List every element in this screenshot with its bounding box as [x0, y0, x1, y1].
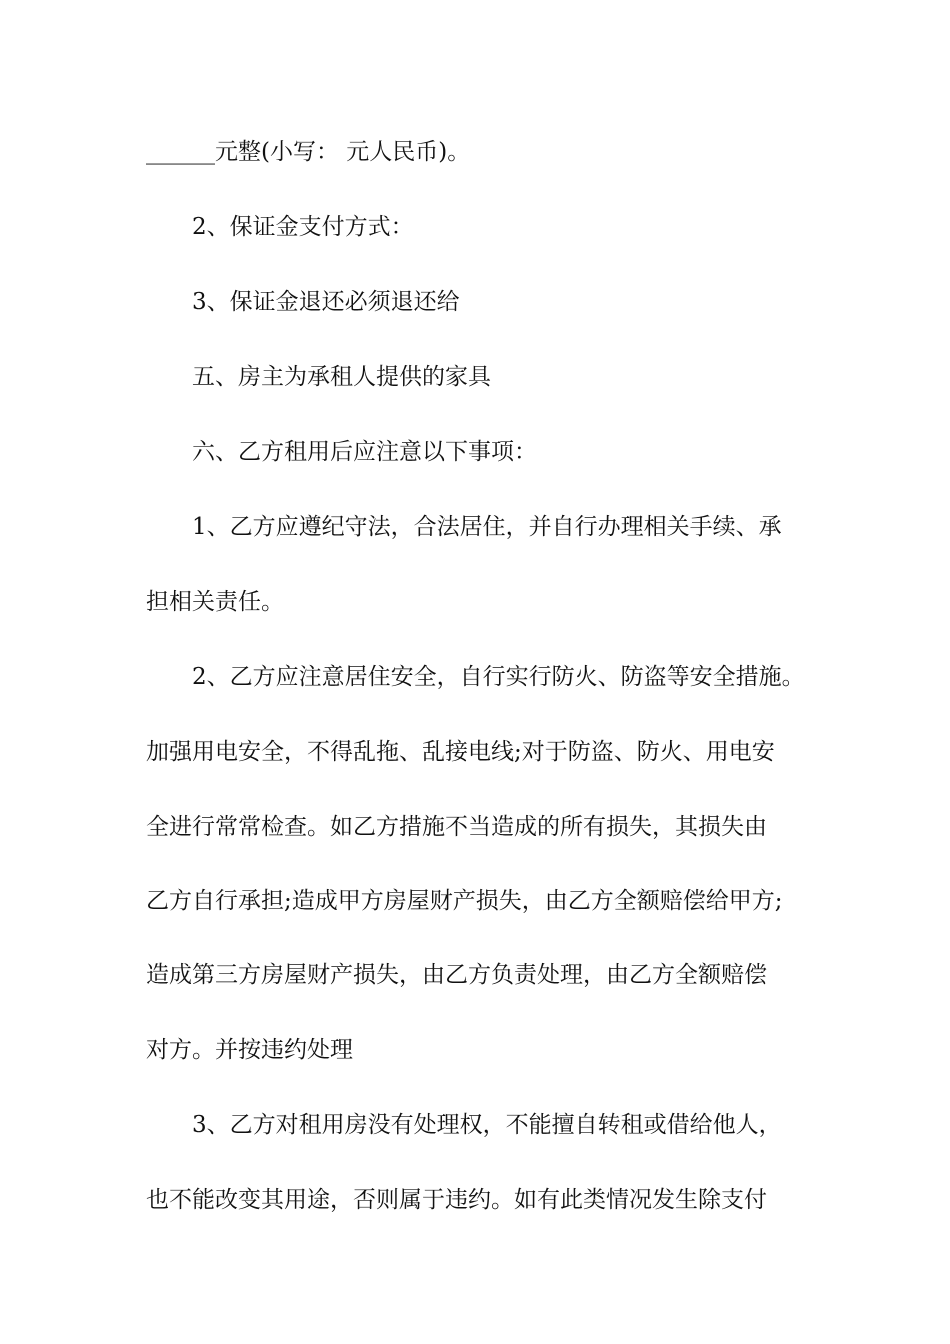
text-line: 2、保证金支付方式：	[192, 214, 414, 240]
text-line: 3、保证金退还必须退还给	[192, 289, 460, 315]
text-line: 2、乙方应注意居住安全，自行实行防火、防盗等安全措施。	[192, 664, 805, 690]
section-heading: 六、乙方租用后应注意以下事项：	[192, 439, 537, 465]
text-line: 造成第三方房屋财产损失，由乙方负责处理，由乙方全额赔偿	[146, 962, 767, 988]
text-line: 也不能改变其用途，否则属于违约。如有此类情况发生除支付	[146, 1187, 767, 1213]
text-line: 加强用电安全，不得乱拖、乱接电线;对于防盗、防火、用电安	[146, 739, 775, 765]
section-heading: 五、房主为承租人提供的家具	[192, 364, 491, 390]
text-line: 全进行常常检查。如乙方措施不当造成的所有损失，其损失由	[146, 814, 767, 840]
text-line: 乙方自行承担;造成甲方房屋财产损失，由乙方全额赔偿给甲方;	[146, 888, 783, 914]
text-line: 对方。并按违约处理	[146, 1037, 353, 1063]
text-line: 3、乙方对租用房没有处理权，不能擅自转租或借给他人，	[192, 1112, 782, 1138]
text-line: 1、乙方应遵纪守法，合法居住，并自行办理相关手续、承	[192, 514, 782, 540]
text-line: 担相关责任。	[146, 589, 284, 615]
text-line: ______元整(小写： 元人民币)。	[146, 139, 471, 165]
